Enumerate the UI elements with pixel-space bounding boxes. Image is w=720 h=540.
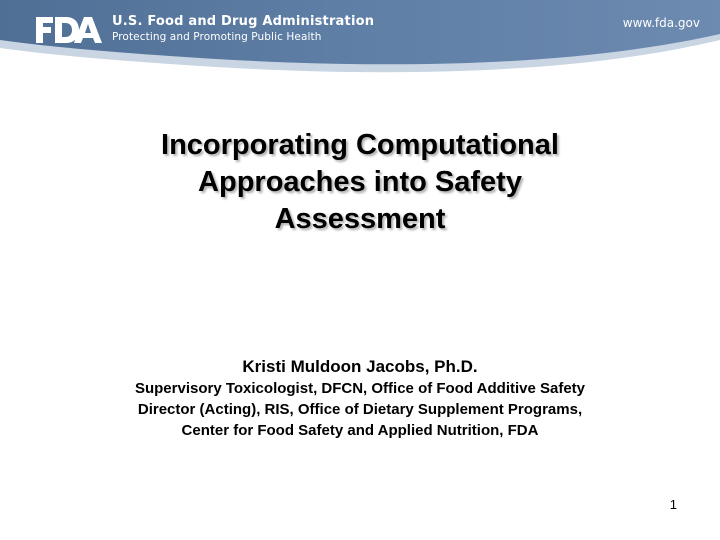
agency-block: [112, 15, 374, 43]
fda-logo-icon: [34, 15, 104, 45]
agency-name: U.S. Food and Drug Administration: [112, 14, 375, 29]
website-link[interactable]: www.fda.gov: [622, 16, 700, 30]
title-line: Approaches into Safety: [198, 166, 522, 198]
title-line: Assessment: [274, 203, 446, 235]
title-line: Incorporating Computational: [161, 129, 559, 161]
page-number: 1: [669, 497, 677, 512]
presenter-name: Kristi Muldoon Jacobs, Ph.D.: [242, 357, 478, 376]
header-banner: [0, 0, 720, 80]
presenter-affiliation: Center for Food Safety and Applied Nutrition, FDA: [181, 422, 539, 439]
presenter-block: [40, 356, 680, 441]
presenter-role: Director (Acting), RIS, Office of Dietary Supplement Programs,: [137, 401, 583, 418]
presenter-role: Supervisory Toxicologist, DFCN, Office of Food Additive Safety: [134, 380, 586, 397]
slide-title: [60, 127, 660, 238]
agency-tagline: Protecting and Promoting Public Health: [112, 31, 322, 43]
